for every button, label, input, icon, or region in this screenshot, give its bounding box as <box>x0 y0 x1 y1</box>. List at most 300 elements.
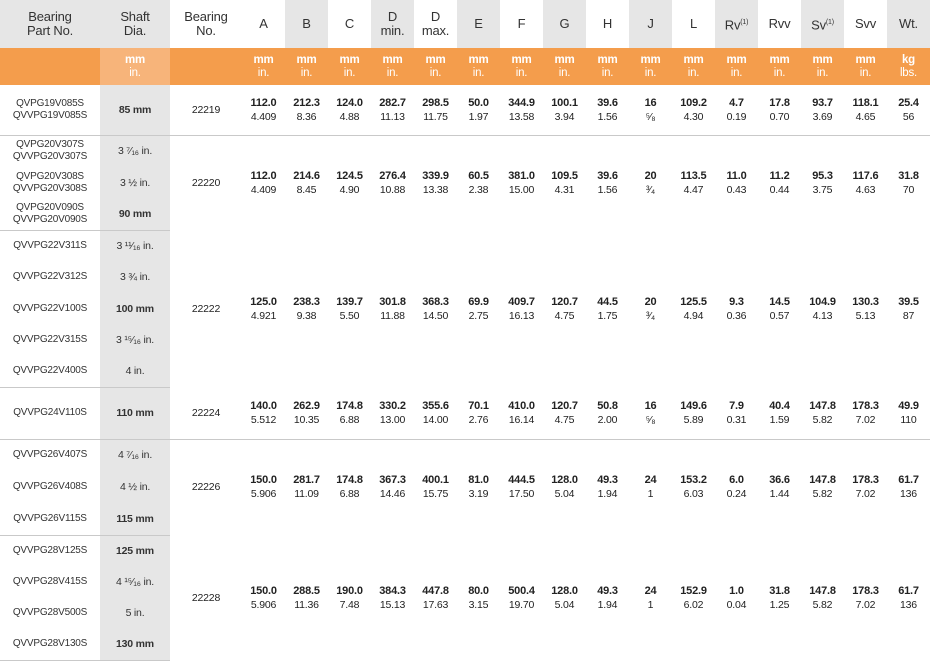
dimension-cell <box>500 439 543 535</box>
dimension-cell <box>629 135 672 230</box>
units-col <box>328 48 371 85</box>
value-imperial: 14.50 <box>422 309 449 322</box>
dimension-cell <box>285 535 328 660</box>
table-row <box>0 85 930 135</box>
value-metric: 100.1 <box>551 96 578 109</box>
dimension-cell <box>887 85 930 135</box>
unit-primary: mm <box>124 53 146 66</box>
unit-secondary: in. <box>730 66 743 79</box>
dimension-cell <box>758 535 801 660</box>
value-metric: 109.2 <box>680 96 707 109</box>
dimension-cell <box>371 387 414 439</box>
unit-secondary: in. <box>300 66 313 79</box>
dimension-cell <box>672 85 715 135</box>
value-metric: 281.7 <box>293 474 320 487</box>
unit-secondary: in. <box>601 66 614 79</box>
dimension-cell <box>844 230 887 387</box>
part-number: QVVPG26V407S <box>12 449 88 461</box>
dimension-cell <box>242 535 285 660</box>
shaft-diameter: 90 mm <box>100 198 170 230</box>
dimension-cell <box>758 85 801 135</box>
value-imperial: 6.88 <box>339 413 360 426</box>
value-metric: 120.7 <box>551 295 578 308</box>
value-imperial: 14.00 <box>422 413 449 426</box>
dimension-cell <box>758 387 801 439</box>
dimension-cell <box>586 535 629 660</box>
unit-primary: mm <box>726 53 747 66</box>
value-metric: 149.6 <box>680 399 707 412</box>
dimension-cell <box>586 439 629 535</box>
value-metric: 112.0 <box>250 96 277 109</box>
value-metric: 409.7 <box>508 295 535 308</box>
value-metric: 36.6 <box>769 474 790 487</box>
value-imperial: 0.24 <box>726 488 747 501</box>
value-metric: 20 <box>644 295 657 308</box>
part-number: QVVPG22V315S <box>12 333 88 345</box>
header-col-label: H <box>602 16 613 31</box>
header-col-label: Rv <box>724 17 741 33</box>
dimension-cell <box>801 387 844 439</box>
value-metric: 130.3 <box>852 295 879 308</box>
value-imperial: 1.56 <box>597 183 618 196</box>
header-col-label: D min. <box>380 9 405 38</box>
value-metric: 25.4 <box>898 96 919 109</box>
value-metric: 344.9 <box>508 96 535 109</box>
dimension-cell <box>801 439 844 535</box>
part-number: QVPG20V308S QVVPG20V308S <box>12 170 88 194</box>
header-shaft-label: Shaft Dia. <box>120 9 150 38</box>
unit-primary: mm <box>554 53 575 66</box>
unit-secondary: in. <box>129 66 141 79</box>
unit-secondary: in. <box>429 66 442 79</box>
shaft-diameter: 85 mm <box>100 85 170 135</box>
dimension-cell <box>543 439 586 535</box>
value-imperial: 4.65 <box>855 110 876 123</box>
value-imperial: 2.00 <box>597 413 618 426</box>
dimension-cell <box>371 135 414 230</box>
value-metric: 117.6 <box>852 169 879 182</box>
value-imperial: 13.58 <box>508 110 535 123</box>
value-metric: 39.5 <box>898 295 919 308</box>
value-imperial: 11.36 <box>294 598 319 611</box>
value-metric: 49.3 <box>597 584 618 597</box>
header-col-label: D max. <box>421 9 450 38</box>
dimension-cell <box>629 85 672 135</box>
value-imperial: 5.82 <box>812 598 833 611</box>
value-imperial: 7.02 <box>855 598 876 611</box>
dimension-cell <box>371 85 414 135</box>
value-metric: 70.1 <box>468 399 489 412</box>
value-imperial: 17.63 <box>422 598 449 611</box>
table-row <box>0 439 930 471</box>
dimension-cell <box>758 135 801 230</box>
value-imperial: 6.03 <box>683 488 704 501</box>
part-number: QVVPG22V400S <box>0 356 100 387</box>
value-metric: 109.5 <box>551 169 578 182</box>
unit-secondary: in. <box>472 66 485 79</box>
value-metric: 39.6 <box>597 169 618 182</box>
dimension-cell <box>328 230 371 387</box>
value-metric: 93.7 <box>812 96 833 109</box>
value-imperial: 1 <box>647 598 654 611</box>
header-col-label: Rvv <box>768 16 791 31</box>
value-imperial: 19.70 <box>508 598 535 611</box>
units-shaft <box>100 48 170 85</box>
value-metric: 113.5 <box>680 169 707 182</box>
value-imperial: 5.04 <box>554 598 575 611</box>
value-metric: 120.7 <box>551 399 578 412</box>
unit-secondary: in. <box>687 66 700 79</box>
value-imperial: 0.31 <box>726 413 747 426</box>
dimension-cell <box>242 439 285 535</box>
dimension-cell <box>543 387 586 439</box>
unit-secondary: lbs. <box>899 66 918 79</box>
value-metric: 128.0 <box>551 584 578 597</box>
dimension-cell <box>371 439 414 535</box>
value-imperial: 3.15 <box>468 598 489 611</box>
value-imperial: 17.50 <box>508 488 535 501</box>
dimension-cell <box>457 535 500 660</box>
footnote-ref: (1) <box>825 18 834 26</box>
value-imperial: 3.19 <box>468 488 489 501</box>
value-imperial: 0.04 <box>726 598 747 611</box>
dimension-cell <box>543 535 586 660</box>
dimension-cell <box>543 230 586 387</box>
dimension-cell <box>414 85 457 135</box>
unit-primary: kg <box>901 53 916 66</box>
value-metric: 11.2 <box>769 169 790 182</box>
value-metric: 60.5 <box>468 169 489 182</box>
dimension-cell <box>242 230 285 387</box>
value-imperial: 5.13 <box>855 309 876 322</box>
header-col-f <box>500 0 543 48</box>
shaft-diameter: 3 ½ in. <box>100 167 170 199</box>
dimension-cell <box>414 230 457 387</box>
units-col <box>242 48 285 85</box>
header-col-wt <box>887 0 930 48</box>
value-metric: 140.0 <box>250 399 277 412</box>
value-metric: 124.0 <box>336 96 363 109</box>
dimension-cell <box>672 535 715 660</box>
units-col <box>371 48 414 85</box>
unit-secondary: in. <box>644 66 657 79</box>
value-metric: 262.9 <box>293 399 320 412</box>
value-imperial: 87 <box>902 309 915 322</box>
header-col-e <box>457 0 500 48</box>
table-row <box>0 135 930 167</box>
dimension-cell <box>285 230 328 387</box>
value-imperial: 0.70 <box>769 110 790 123</box>
value-imperial: 2.76 <box>468 413 489 426</box>
value-metric: 124.5 <box>336 169 363 182</box>
value-imperial: 1.75 <box>597 309 618 322</box>
shaft-diameter: 4 ¹⁵⁄₁₆ in. <box>100 566 170 597</box>
value-imperial: 0.36 <box>726 309 747 322</box>
units-col <box>672 48 715 85</box>
dimension-cell <box>457 387 500 439</box>
dimension-cell <box>371 230 414 387</box>
unit-primary: mm <box>253 53 274 66</box>
value-imperial: 3.94 <box>554 110 575 123</box>
value-metric: 4.7 <box>729 96 744 109</box>
dimension-cell <box>887 439 930 535</box>
value-imperial: 136 <box>900 488 917 501</box>
value-imperial: 4.13 <box>812 309 833 322</box>
value-imperial: 1.59 <box>769 413 790 426</box>
shaft-diameter: 100 mm <box>100 293 170 324</box>
part-number: QVVPG22V100S <box>12 302 88 314</box>
shaft-diameter: 130 mm <box>100 629 170 660</box>
value-imperial: 13.00 <box>379 413 406 426</box>
dimension-cell <box>629 535 672 660</box>
dimension-cell <box>672 439 715 535</box>
value-metric: 81.0 <box>468 474 489 487</box>
value-metric: 118.1 <box>852 96 879 109</box>
dimension-cell <box>328 387 371 439</box>
value-imperial: 4.75 <box>554 309 575 322</box>
value-metric: 410.0 <box>508 399 535 412</box>
header-col-j <box>629 0 672 48</box>
shaft-diameter: 125 mm <box>100 535 170 566</box>
part-number: QVPG19V085S QVVPG19V085S <box>0 85 100 135</box>
units-col <box>844 48 887 85</box>
value-metric: 40.4 <box>769 399 790 412</box>
value-metric: 11.0 <box>726 169 747 182</box>
value-imperial: 10.35 <box>293 413 320 426</box>
value-imperial: ⁵⁄₈ <box>645 413 656 426</box>
value-imperial: 110 <box>900 413 917 426</box>
value-metric: 368.3 <box>422 295 449 308</box>
dimension-cell <box>672 387 715 439</box>
unit-primary: mm <box>468 53 489 66</box>
value-metric: 9.3 <box>729 295 744 308</box>
value-imperial: ³⁄₄ <box>646 183 655 196</box>
value-metric: 152.9 <box>680 584 707 597</box>
value-imperial: 4.31 <box>554 183 575 196</box>
value-metric: 125.0 <box>250 295 277 308</box>
header-col-d <box>371 0 414 48</box>
value-imperial: 5.906 <box>250 598 277 611</box>
dimension-cell <box>586 230 629 387</box>
value-imperial: 5.512 <box>250 413 277 426</box>
header-col-d <box>414 0 457 48</box>
bearing-number: 22226 <box>191 481 221 494</box>
dimension-cell <box>887 387 930 439</box>
units-col <box>758 48 801 85</box>
value-metric: 44.5 <box>597 295 618 308</box>
value-imperial: 8.36 <box>296 110 317 123</box>
value-metric: 400.1 <box>422 474 449 487</box>
units-row <box>0 48 930 85</box>
value-metric: 147.8 <box>809 584 836 597</box>
dimension-cell <box>629 230 672 387</box>
dimension-cell <box>801 135 844 230</box>
value-imperial: 11.13 <box>380 110 405 123</box>
unit-secondary: in. <box>816 66 829 79</box>
dimension-cell <box>801 535 844 660</box>
dimension-cell <box>543 85 586 135</box>
value-imperial: 10.88 <box>379 183 406 196</box>
part-number: QVVPG26V408S <box>12 481 88 493</box>
value-metric: 49.9 <box>898 399 919 412</box>
dimension-cell <box>328 439 371 535</box>
value-imperial: 56 <box>902 110 915 123</box>
value-metric: 50.8 <box>597 399 618 412</box>
value-metric: 147.8 <box>809 474 836 487</box>
header-part-label: Bearing Part No. <box>26 9 74 38</box>
value-metric: 49.3 <box>597 474 618 487</box>
value-metric: 14.5 <box>769 295 790 308</box>
header-col-a <box>242 0 285 48</box>
unit-primary: mm <box>296 53 317 66</box>
unit-primary: mm <box>855 53 876 66</box>
value-metric: 178.3 <box>852 584 879 597</box>
units-col <box>543 48 586 85</box>
value-metric: 61.7 <box>898 474 919 487</box>
dimension-cell <box>887 230 930 387</box>
dimension-cell <box>715 230 758 387</box>
shaft-diameter: 3 ¹⁵⁄₁₆ in. <box>100 324 170 355</box>
dimension-cell <box>457 85 500 135</box>
dimension-cell <box>285 387 328 439</box>
unit-primary: mm <box>425 53 446 66</box>
value-imperial: 4.88 <box>339 110 360 123</box>
unit-secondary: in. <box>257 66 270 79</box>
part-number: QVVPG24V110S <box>0 387 100 439</box>
value-imperial: 4.30 <box>683 110 704 123</box>
value-metric: 355.6 <box>422 399 449 412</box>
header-row <box>0 0 930 48</box>
value-metric: 16 <box>644 96 657 109</box>
value-metric: 1.0 <box>729 584 744 597</box>
value-imperial: ³⁄₄ <box>646 309 655 322</box>
value-imperial: 136 <box>900 598 917 611</box>
dimension-cell <box>543 135 586 230</box>
value-imperial: ⁵⁄₈ <box>645 110 656 123</box>
value-imperial: 1.25 <box>769 598 790 611</box>
table-row <box>0 535 930 566</box>
value-imperial: 0.57 <box>769 309 790 322</box>
dimension-cell <box>414 387 457 439</box>
header-bearing-label: Bearing No. <box>184 9 228 38</box>
dimension-cell <box>328 135 371 230</box>
value-imperial: 3.69 <box>812 110 833 123</box>
units-col <box>801 48 844 85</box>
value-metric: 80.0 <box>468 584 489 597</box>
header-col-label: Sv <box>811 17 826 33</box>
value-metric: 125.5 <box>680 295 707 308</box>
value-imperial: 11.09 <box>294 488 319 501</box>
value-imperial: 2.75 <box>468 309 489 322</box>
value-imperial: 6.88 <box>339 488 360 501</box>
shaft-diameter: 5 in. <box>100 598 170 629</box>
value-metric: 128.0 <box>551 474 578 487</box>
value-metric: 24 <box>644 474 657 487</box>
dimension-cell <box>629 439 672 535</box>
dimension-cell <box>629 387 672 439</box>
value-imperial: 70 <box>902 183 915 196</box>
value-metric: 276.4 <box>379 169 406 182</box>
dimension-cell <box>285 439 328 535</box>
value-imperial: 5.89 <box>683 413 704 426</box>
header-part-no <box>0 0 100 48</box>
shaft-diameter: 3 ⁷⁄₁₆ in. <box>100 135 170 167</box>
value-imperial: 0.19 <box>726 110 747 123</box>
value-imperial: 15.13 <box>379 598 406 611</box>
value-imperial: 14.46 <box>379 488 406 501</box>
value-metric: 6.0 <box>729 474 744 487</box>
dimension-cell <box>414 439 457 535</box>
header-col-label: F <box>517 16 526 31</box>
value-imperial: 4.47 <box>683 183 704 196</box>
value-metric: 153.2 <box>680 474 707 487</box>
value-metric: 174.8 <box>336 399 363 412</box>
unit-secondary: in. <box>386 66 399 79</box>
value-imperial: 4.409 <box>250 183 277 196</box>
unit-primary: mm <box>683 53 704 66</box>
value-imperial: 1.44 <box>769 488 790 501</box>
shaft-diameter: 4 ½ in. <box>100 471 170 503</box>
value-imperial: 1.97 <box>468 110 489 123</box>
value-imperial: 1.94 <box>597 488 618 501</box>
header-col-g <box>543 0 586 48</box>
dimension-cell <box>844 135 887 230</box>
value-imperial: 7.02 <box>855 488 876 501</box>
dimension-cell <box>715 85 758 135</box>
unit-primary: mm <box>382 53 403 66</box>
header-col-label: B <box>302 16 311 31</box>
dimension-cell <box>285 85 328 135</box>
dimension-cell <box>414 135 457 230</box>
value-metric: 39.6 <box>597 96 618 109</box>
value-metric: 17.8 <box>769 96 790 109</box>
unit-secondary: in. <box>515 66 528 79</box>
shaft-diameter: 4 ⁷⁄₁₆ in. <box>100 439 170 471</box>
value-metric: 50.0 <box>468 96 489 109</box>
header-col-label: A <box>259 16 268 31</box>
value-imperial: 9.38 <box>296 309 317 322</box>
dimension-cell <box>285 135 328 230</box>
header-shaft-dia <box>100 0 170 48</box>
unit-secondary: in. <box>343 66 356 79</box>
dimension-cell <box>414 535 457 660</box>
value-metric: 381.0 <box>508 169 535 182</box>
value-metric: 104.9 <box>809 295 836 308</box>
dimension-cell <box>801 230 844 387</box>
value-imperial: 13.38 <box>422 183 449 196</box>
value-metric: 190.0 <box>336 584 363 597</box>
bearing-number: 22222 <box>191 302 221 315</box>
part-number: QVVPG26V115S <box>0 503 100 535</box>
value-metric: 16 <box>644 399 657 412</box>
dimension-cell <box>715 535 758 660</box>
dimension-cell <box>457 135 500 230</box>
table-row <box>0 387 930 439</box>
header-col-l <box>672 0 715 48</box>
table-row <box>0 230 930 261</box>
value-imperial: 4.90 <box>339 183 360 196</box>
header-col-h <box>586 0 629 48</box>
value-imperial: 6.02 <box>683 598 704 611</box>
bearing-number: 22228 <box>191 591 221 604</box>
value-imperial: 0.44 <box>769 183 790 196</box>
value-metric: 7.9 <box>729 399 744 412</box>
value-metric: 61.7 <box>898 584 919 597</box>
dimension-cell <box>758 439 801 535</box>
footnote-ref: (1) <box>740 18 749 26</box>
value-imperial: 11.88 <box>380 309 405 322</box>
bearing-number: 22220 <box>191 176 221 189</box>
